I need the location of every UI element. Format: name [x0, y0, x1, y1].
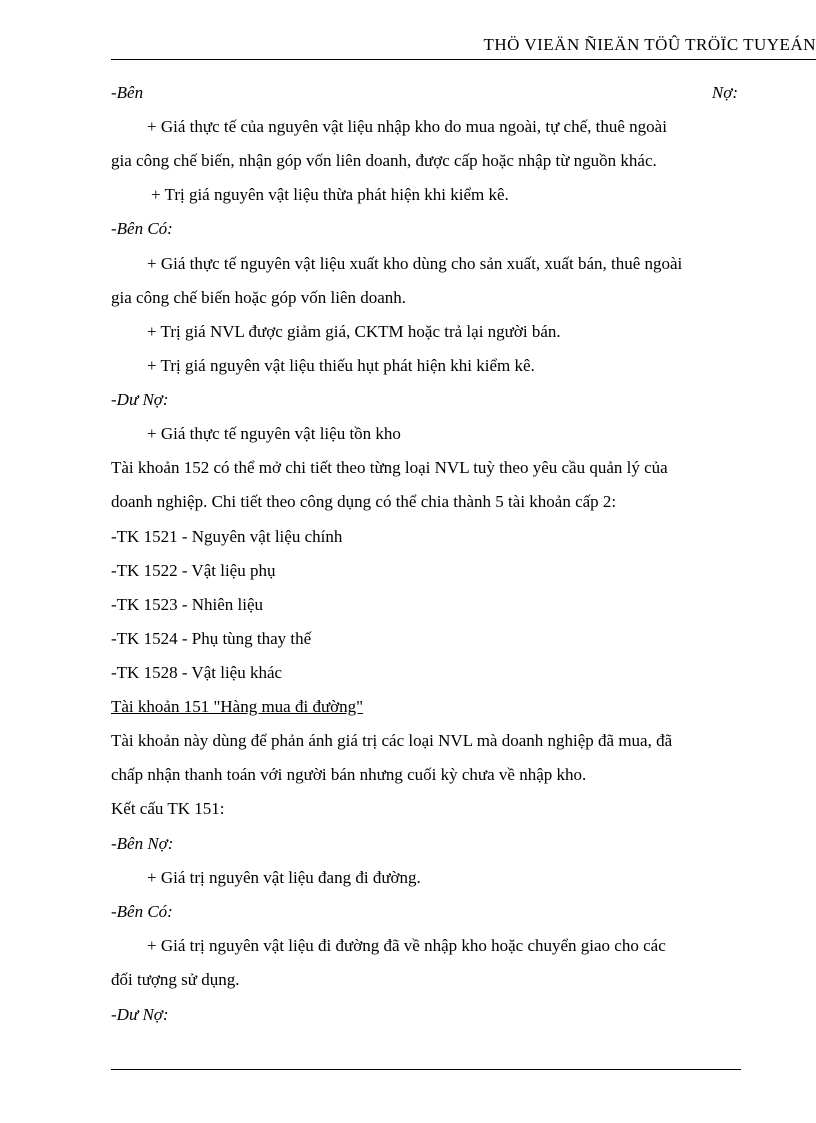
footer-rule: [111, 1069, 741, 1070]
paragraph-line: Tài khoản 152 có thể mở chi tiết theo từng loại NVL tuỳ theo yêu cầu quản lý của: [111, 458, 668, 477]
paragraph-line: Kết cấu TK 151:: [111, 799, 225, 818]
paragraph-line: gia công chế biến, nhận góp vốn liên doanh, được cấp hoặc nhập từ nguồn khác.: [111, 151, 657, 170]
section-heading: Tài khoản 151 "Hàng mua đi đường": [111, 697, 364, 716]
paragraph-line: + Trị giá nguyên vật liệu thừa phát hiện khi kiểm kê.: [151, 185, 509, 204]
list-item: -TK 1523 - Nhiên liệu: [111, 595, 264, 614]
debit-side-heading: [111, 83, 738, 103]
list-item: -TK 1524 - Phụ tùng thay thế: [111, 629, 312, 648]
paragraph-line: + Trị giá NVL được giảm giá, CKTM hoặc trả lại người bán.: [147, 322, 561, 341]
page-header-title: THÖ VIEÄN ÑIEÄN TÖÛ TRÖÏC TUYEÁN: [483, 35, 816, 54]
credit-side-heading: -Bên Có:: [111, 902, 173, 921]
list-item: -TK 1528 - Vật liệu khác: [111, 663, 283, 682]
debit-side-heading: -Bên Nợ:: [111, 834, 174, 853]
list-item: -TK 1522 - Vật liệu phụ: [111, 561, 276, 580]
heading-right: Nợ:: [711, 83, 738, 102]
paragraph-line: + Giá thực tế nguyên vật liệu tồn kho: [147, 424, 401, 443]
paragraph-line: + Giá trị nguyên vật liệu đi đường đã về nhập kho hoặc chuyển giao cho các: [147, 936, 666, 955]
paragraph-line: + Giá thực tế của nguyên vật liệu nhập kho do mua ngoài, tự chế, thuê ngoài: [147, 117, 667, 136]
paragraph-line: + Giá thực tế nguyên vật liệu xuất kho dùng cho sản xuất, xuất bán, thuê ngoài: [147, 254, 683, 273]
paragraph-line: đối tượng sử dụng.: [111, 970, 240, 989]
list-item: -TK 1521 - Nguyên vật liệu chính: [111, 527, 343, 546]
heading-left: -Bên: [111, 83, 144, 102]
paragraph-line: gia công chế biến hoặc góp vốn liên doanh.: [111, 288, 407, 307]
credit-side-heading: -Bên Có:: [111, 219, 173, 238]
paragraph-line: Tài khoản này dùng để phản ánh giá trị các loại NVL mà doanh nghiệp đã mua, đã: [111, 731, 673, 750]
paragraph-line: + Giá trị nguyên vật liệu đang đi đường.: [147, 868, 421, 887]
paragraph-line: + Trị giá nguyên vật liệu thiếu hụt phát hiện khi kiểm kê.: [147, 356, 535, 375]
header-rule: [111, 59, 816, 60]
paragraph-line: doanh nghiệp. Chi tiết theo công dụng có thể chia thành 5 tài khoản cấp 2:: [111, 492, 617, 511]
debit-balance-heading: -Dư Nợ:: [111, 390, 169, 409]
debit-balance-heading: -Dư Nợ:: [111, 1005, 169, 1024]
paragraph-line: chấp nhận thanh toán với người bán nhưng cuối kỳ chưa về nhập kho.: [111, 765, 587, 784]
